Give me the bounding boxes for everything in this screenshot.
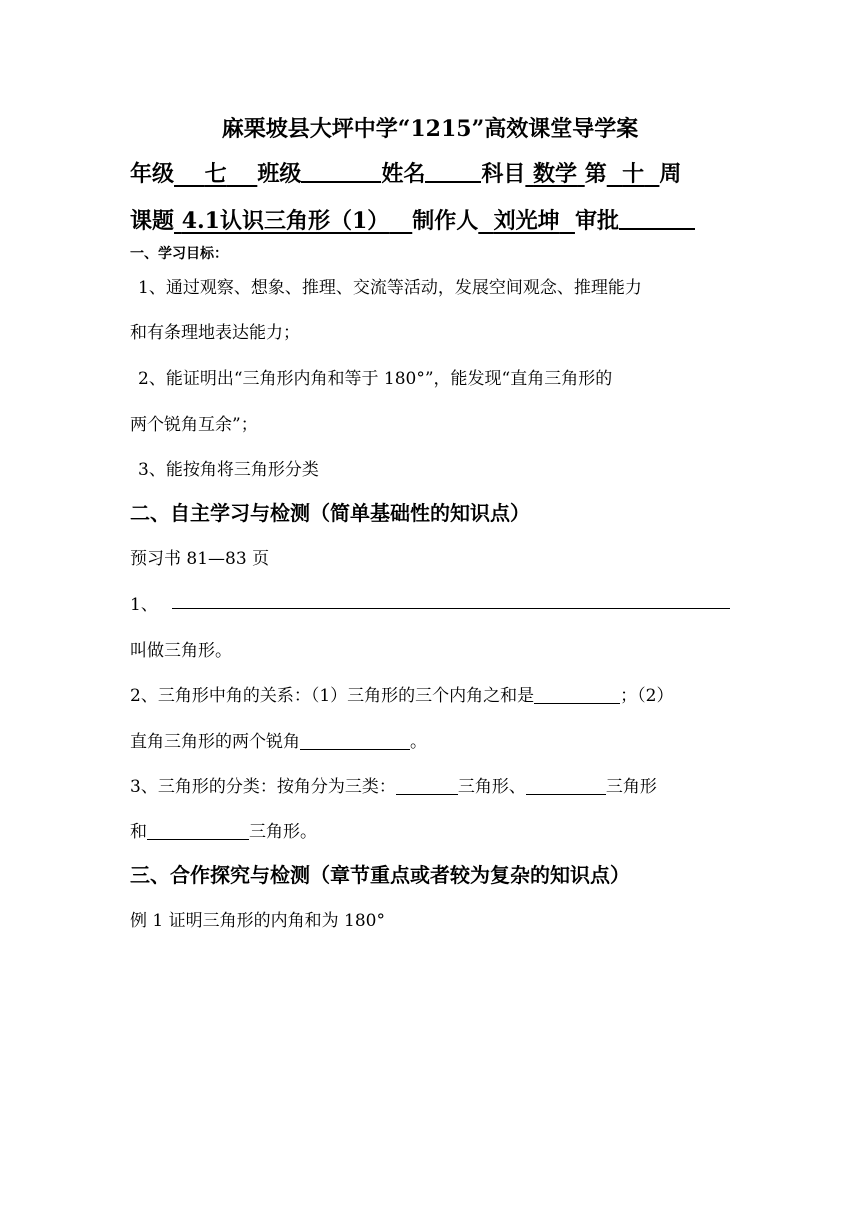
topic-value: 4.1认识三角形（1） [181, 208, 390, 234]
week-prefix: 第 [584, 161, 607, 187]
question-3-line-2: 和 三角形。 [130, 822, 317, 842]
subject-label: 科目 [481, 161, 526, 187]
week-suffix: 周 [659, 161, 682, 187]
info-row-grade [130, 157, 681, 188]
author-label: 制作人 [412, 208, 479, 234]
page-title: 麻栗坡县大坪中学“1215”高效课堂导学案 [221, 116, 639, 142]
topic-label: 课题 [130, 208, 175, 234]
name-label: 姓名 [381, 161, 426, 187]
grade-label: 年级 [130, 161, 175, 187]
class-blank[interactable] [301, 158, 381, 183]
triangle-type-blank-1[interactable] [396, 776, 458, 795]
question-2-line-1: 2、三角形中角的关系：（1）三角形的三个内角之和是 ；（2） [130, 686, 674, 706]
acute-angles-blank[interactable] [300, 731, 410, 750]
question-3-line-1: 3、三角形的分类：按角分为三类： 三角形、 三角形 [130, 777, 657, 797]
triangle-type-blank-2[interactable] [526, 776, 606, 795]
section-learning-goals-heading: 一、学习目标： [130, 246, 228, 262]
section-self-study-heading: 二、自主学习与检测（简单基础性的知识点） [130, 501, 530, 525]
grade-value: 七 [204, 161, 227, 187]
angle-sum-blank[interactable] [534, 685, 620, 704]
goal-item-3: 3、能按角将三角形分类 [138, 460, 319, 480]
triangle-type-blank-3[interactable] [147, 821, 249, 840]
info-row-topic [130, 204, 695, 235]
author-value: 刘光坤 [493, 208, 560, 234]
goal-item-1-line-1: 1、通过观察、想象、推理、交流等活动，发展空间观念、推理能力 [138, 278, 642, 298]
subject-value: 数学 [533, 161, 578, 187]
class-label: 班级 [257, 161, 302, 187]
question-2-line-2: 直角三角形的两个锐角 。 [130, 732, 427, 752]
goal-item-1-line-2: 和有条理地表达能力； [130, 323, 300, 343]
goal-item-2-line-1: 2、能证明出“三角形内角和等于 180°”，能发现“直角三角形的 [138, 369, 613, 389]
approve-blank[interactable] [619, 205, 695, 230]
question-1-blank[interactable] [172, 608, 730, 609]
preview-pages: 预习书 81—83 页 [130, 549, 270, 569]
week-value: 十 [622, 161, 645, 187]
goal-item-2-line-2: 两个锐角互余”； [130, 415, 258, 435]
section-cooperative-heading: 三、合作探究与检测（章节重点或者较为复杂的知识点） [130, 863, 630, 887]
example-1: 例 1 证明三角形的内角和为 180° [130, 911, 385, 931]
approve-label: 审批 [574, 208, 619, 234]
name-blank[interactable] [425, 158, 481, 183]
question-1-number: 1、 [130, 595, 158, 615]
question-1-tail: 叫做三角形。 [130, 641, 232, 661]
